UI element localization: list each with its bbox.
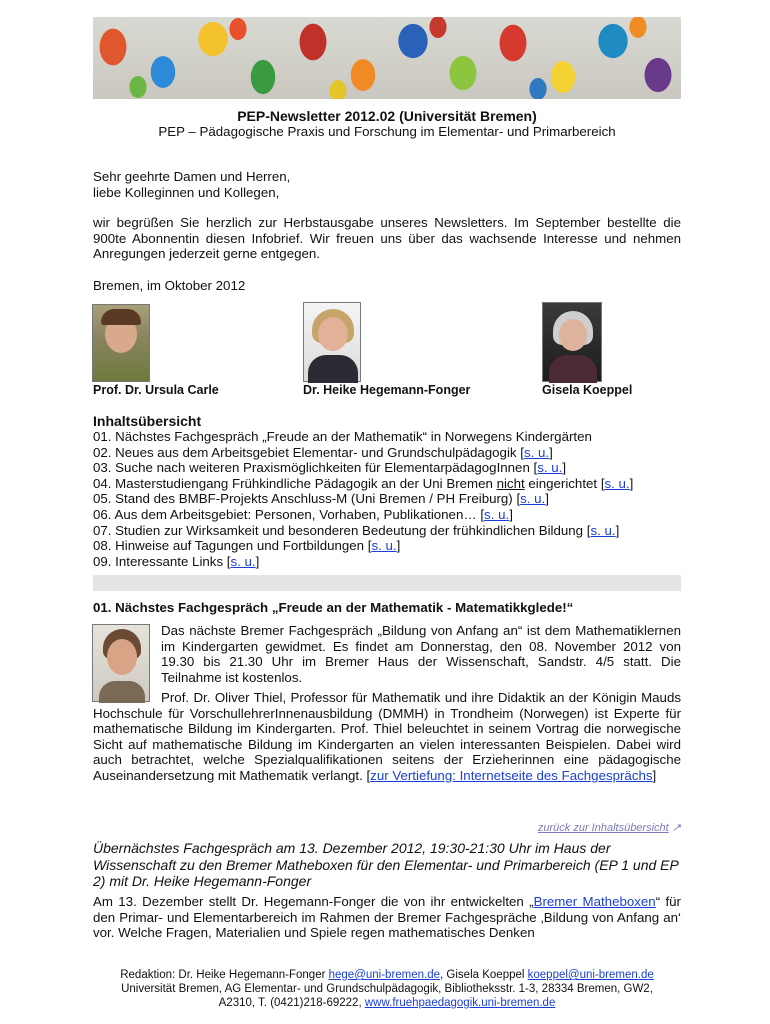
toc-jump-link[interactable]: s. u. xyxy=(537,460,563,476)
footer-line-3 xyxy=(93,996,681,1010)
toc-heading: Inhaltsübersicht xyxy=(93,413,202,429)
editor-photo-hegemann xyxy=(303,302,361,382)
toc-item: 02. Neues aus dem Arbeitsgebiet Elementar- und Grundschulpädagogik [s. u.] xyxy=(93,444,553,460)
external-link-icon: ↗ xyxy=(671,822,681,834)
editor-caption-hegemann: Dr. Heike Hegemann-Fonger xyxy=(303,383,471,397)
toc-jump-link[interactable]: s. u. xyxy=(371,538,397,554)
toc-item xyxy=(93,429,681,445)
email-koeppel-link[interactable]: koeppel@uni-bremen.de xyxy=(527,969,654,981)
newsletter-title: PEP-Newsletter 2012.02 (Universität Bremen) xyxy=(237,108,537,124)
website-link[interactable]: www.fruehpaedagogik.uni-bremen.de xyxy=(364,997,556,1009)
back-to-toc-label[interactable]: zurück zur Inhaltsübersicht xyxy=(537,822,669,834)
back-to-toc-link[interactable] xyxy=(93,821,681,837)
next-event-text-a: Am 13. Dezember stellt Dr. Hegemann-Fonger die von ihr entwickelten „ xyxy=(93,894,534,909)
footer-phone: A2310, T. (0421)218-69222, xyxy=(218,997,365,1009)
toc-item-text: 01. Nächstes Fachgespräch „Freude an der Mathematik“ in Norwegens Kindergärten xyxy=(93,429,592,444)
toc-item: 08. Hinweise auf Tagungen und Fortbildungen [s. u.] xyxy=(93,538,401,554)
toc-item: 09. Interessante Links [s. u.] xyxy=(93,553,260,569)
editor-photo-carle xyxy=(92,304,150,382)
toc-item-text: 02. Neues aus dem Arbeitsgebiet Elementar- und Grundschulpädagogik xyxy=(93,444,517,460)
editor-caption-carle: Prof. Dr. Ursula Carle xyxy=(93,383,219,397)
toc-item-text: 03. Suche nach weiteren Praxismöglichkeiten für ElementarpädagogInnen xyxy=(93,460,530,476)
greeting xyxy=(93,169,681,200)
toc-jump-link[interactable]: s. u. xyxy=(484,506,510,522)
toc-jump-link[interactable]: s. u. xyxy=(230,553,256,569)
next-event-paragraph xyxy=(93,894,681,941)
toc-jump-link[interactable]: s. u. xyxy=(604,475,630,491)
footer-line-2: Universität Bremen, AG Elementar- und Grundschulpädagogik, Bibliotheksstr. 1-3, 28334 Bremen, GW2, xyxy=(121,983,653,995)
toc-item-text: 04. Masterstudiengang Frühkindliche Pädagogik an der Uni Bremen xyxy=(93,475,497,491)
table-of-contents xyxy=(93,413,681,569)
portrait-face-icon xyxy=(559,319,587,351)
section-1-paragraph-1: Das nächste Bremer Fachgespräch „Bildung von Anfang an“ ist dem Mathematiklernen im Kindergarten gewidmet. Es findet am Donnerstag, den 08. November 2012 von 19.30 bis 21.30 Uhr im Bremer Haus der Wissenschaft, Sandstr. 4/5 statt. Die Teilnahme ist kostenlos. xyxy=(161,623,681,685)
toc-item: 05. Stand des BMBF-Projekts Anschluss-M (Uni Bremen / PH Freiburg) [s. u.] xyxy=(93,491,549,507)
toc-item: 06. Aus dem Arbeitsgebiet: Personen, Vorhaben, Publikationen… [s. u.] xyxy=(93,506,513,522)
editor-caption-koeppel: Gisela Koeppel xyxy=(542,383,633,397)
toc-list xyxy=(93,429,681,569)
toc-jump-link[interactable]: s. u. xyxy=(523,444,550,460)
toc-item-text: 07. Studien zur Wirksamkeit und besonderen Bedeutung der frühkindlichen Bildung xyxy=(93,522,584,538)
footer-separator: , Gisela Koeppel xyxy=(440,969,528,981)
section-divider-bar xyxy=(93,575,681,591)
toc-item-text: 06. Aus dem Arbeitsgebiet: Personen, Vorhaben, Publikationen… xyxy=(93,506,477,522)
section-1-paragraph-2 xyxy=(93,690,681,784)
next-event-heading: Übernächstes Fachgespräch am 13. Dezember 2012, 19:30-21:30 Uhr im Haus der Wissenschaft zu den Bremer Matheboxen für den Elementar- und Primarbereich (EP 1 und EP 2) mit Dr. Heike Hegemann-Fonger xyxy=(93,840,679,889)
fachgespraech-website-link[interactable]: zur Vertiefung: Internetseite des Fachgesprächs xyxy=(370,767,653,783)
toc-item-text: 09. Interessante Links xyxy=(93,553,224,569)
editor-photo-koeppel xyxy=(542,302,602,382)
dateline: Bremen, im Oktober 2012 xyxy=(93,278,246,293)
toc-item-text: eingerichtet xyxy=(524,475,598,491)
greeting-line-2: liebe Kolleginnen und Kollegen, xyxy=(93,184,280,200)
toc-jump-link[interactable]: s. u. xyxy=(590,522,616,538)
handprint-banner-image xyxy=(93,17,681,99)
toc-item: 03. Suche nach weiteren Praxismöglichkeiten für ElementarpädagogInnen [s. u.] xyxy=(93,460,567,476)
section-1-heading: 01. Nächstes Fachgespräch „Freude an der Mathematik - Matematikkglede!“ xyxy=(93,600,574,615)
toc-jump-link[interactable]: s. u. xyxy=(520,491,546,507)
section-1-paragraph-2-text: Prof. Dr. Oliver Thiel, Professor für Mathematik und ihre Didaktik an der Königin Mauds Hochschule für VorschullehrerInnenausbildung (DMMH) in Trondheim (Norwegen) ist Experte für mathematische Bildung im Kindergarten. Prof. Thiel beleuchtet in seinem Vortrag die norwegische Sicht auf mathematische Bildung im Kindergarten an vielen interessanten Beispielen. Dabei wird auch betrachtet, welche Spezialqualifikationen seitens der Erzieherinnen eine pädagogische Auseinandersetzung mit Mathematik verlangt. [ xyxy=(93,690,681,783)
toc-item: 04. Masterstudiengang Frühkindliche Pädagogik an der Uni Bremen nicht eingerichtet [s. u.] xyxy=(93,475,634,491)
newsletter-subtitle: PEP – Pädagogische Praxis und Forschung im Elementar- und Primarbereich xyxy=(158,124,616,139)
footer xyxy=(93,968,681,1010)
portrait-clothes-icon xyxy=(308,355,358,383)
toc-item-emphasis: nicht xyxy=(496,475,525,491)
greeting-line-1: Sehr geehrte Damen und Herren, xyxy=(93,169,291,184)
matheboxen-link[interactable]: Bremer Matheboxen xyxy=(533,894,656,909)
portrait-face-icon xyxy=(318,317,348,351)
portrait-hair-icon xyxy=(101,309,141,325)
bracket-close: ] xyxy=(652,767,657,783)
portrait-clothes-icon xyxy=(549,355,597,383)
portrait-face-icon xyxy=(107,639,137,675)
email-hege-link[interactable]: hege@uni-bremen.de xyxy=(328,969,441,981)
toc-item-text: 05. Stand des BMBF-Projekts Anschluss-M (Uni Bremen / PH Freiburg) xyxy=(93,491,513,507)
footer-editorial-label: Redaktion: Dr. Heike Hegemann-Fonger xyxy=(120,969,329,981)
toc-item-text: 08. Hinweise auf Tagungen und Fortbildungen xyxy=(93,538,365,554)
toc-item: 07. Studien zur Wirksamkeit und besonderen Bedeutung der frühkindlichen Bildung [s. u.] xyxy=(93,522,620,538)
footer-line-1 xyxy=(93,968,681,982)
next-event-text-b: “ für den Primar- und Elementarbereich im Rahmen der Bremer Fachgespräche ‚Bildung von Anfang an‘ vor. Welche Fragen, Materialien und Spiele regen mathematisches Denken xyxy=(93,894,681,941)
intro-paragraph: wir begrüßen Sie herzlich zur Herbstausgabe unseres Newsletters. Im September bestellte die 900te Abonnentin diesen Infobrief. Wir freuen uns über das wachsende Interesse und nehmen Anregungen jederzeit gerne entgegen. xyxy=(93,215,681,262)
